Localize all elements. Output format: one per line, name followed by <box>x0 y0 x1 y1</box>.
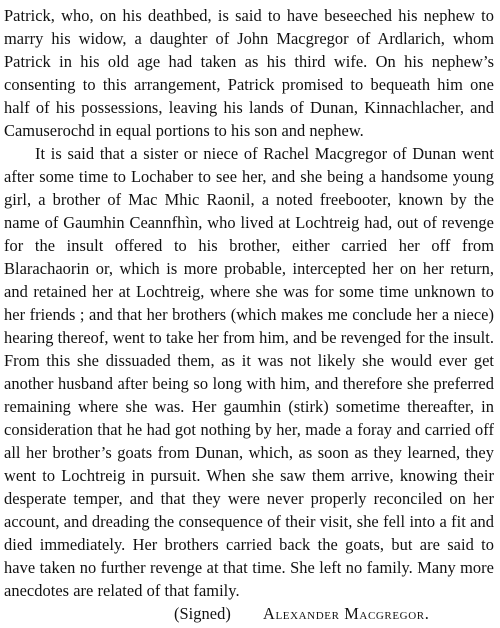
document-page <box>4 4 494 625</box>
signatory-name: Alexander Macgregor. <box>263 604 430 623</box>
signature-line <box>4 602 494 625</box>
paragraph-second: It is said that a sister or niece of Rachel Macgregor of Dunan went after some time to Lochaber to see her, and she being a handsome young girl, a brother of Mac Mhic Raonil, a noted freebooter, known by the name of Gaumhin Ceannfhìn, who lived at Lochtreig had, out of revenge for the insult offered to his brother, either carried her off from Blarachaorin or, which is more probable, intercepted her on her return, and retained her at Lochtreig, where she was for some time unknown to her friends ; and that her brothers (which makes me conclude her a niece) hearing thereof, went to take her from him, and be revenged for the insult. From this she dissuaded them, as it was not likely she would ever get another husband after being so long with him, and therefore she preferred remaining where she was. Her gaumhin (stirk) sometime thereafter, in consideration that he had got nothing by her, made a foray and carried off all her brother’s goats from Dunan, which, as soon as they learned, they went to Lochtreig in pursuit. When she saw them arrive, knowing their desperate temper, and that they were never properly reconciled on her account, and dreading the consequence of their visit, she fell into a fit and died immediately. Her brothers carried back the goats, but are said to have taken no further revenge at that time. She left no family. Many more anecdotes are related of that family. <box>4 144 494 600</box>
paragraph-first: Patrick, who, on his deathbed, is said to have beseeched his nephew to marry his widow, a daughter of John Macgregor of Ardlarich, whom Patrick in his old age had taken as his third wife. On his nephew’s consenting to this arrangement, Patrick promised to bequeath him one half of his possessions, leaving his lands of Dunan, Kinnachlacher, and Camuserochd in equal portions to his son and nephew. <box>4 6 494 140</box>
signed-label: (Signed) <box>174 604 231 623</box>
